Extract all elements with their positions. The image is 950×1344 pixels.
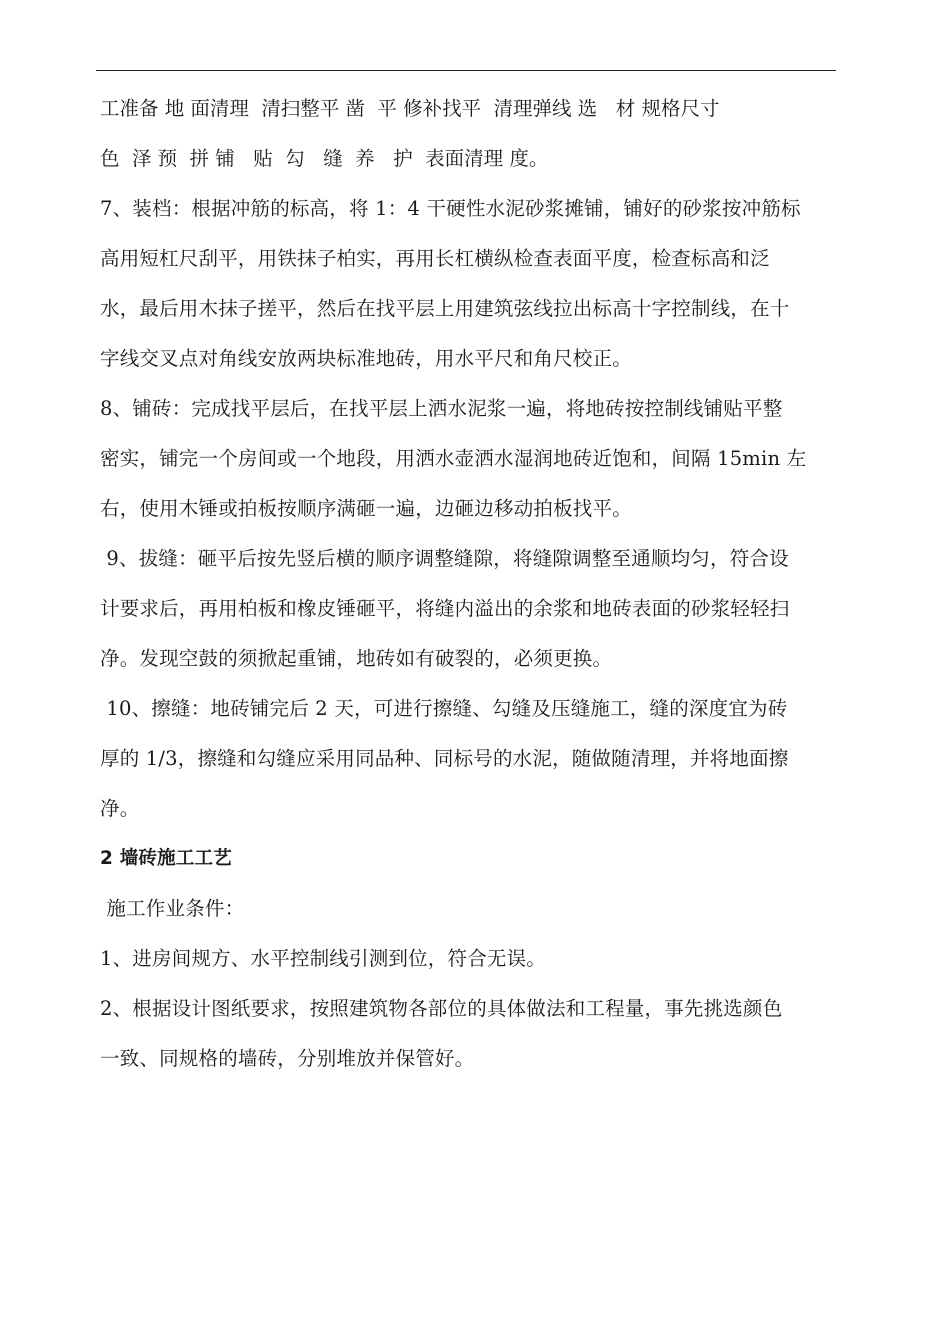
subheading-conditions: 施工作业条件： bbox=[100, 897, 245, 920]
paragraph-9-line-3: 净。发现空鼓的须掀起重铺，地砖如有破裂的，必须更换。 bbox=[100, 647, 613, 670]
paragraph-7-line-1: 7、装档：根据冲筋的标高，将 1：4 干硬性水泥砂浆摊铺，铺好的砂浆按冲筋标 bbox=[100, 197, 801, 220]
paragraph-8-line-2: 密实，铺完一个房间或一个地段，用洒水壶洒水湿润地砖近饱和，间隔 15min 左 bbox=[100, 447, 807, 470]
process-flow-line-1: 工准备 地 面清理 清扫整平 凿 平 修补找平 清理弹线 选 材 规格尺寸 bbox=[100, 97, 720, 120]
paragraph-8-line-1: 8、铺砖：完成找平层后，在找平层上洒水泥浆一遍，将地砖按控制线铺贴平整 bbox=[100, 397, 783, 420]
document-body bbox=[100, 84, 830, 1084]
paragraph-9-line-1: 9、拔缝：砸平后按先竖后横的顺序调整缝隙，将缝隙调整至通顺均匀，符合设 bbox=[100, 547, 789, 570]
process-flow-line-2: 色 泽 预 拼 铺 贴 勾 缝 养 护 表面清理 度。 bbox=[100, 147, 549, 170]
section-heading: 2 墙砖施工工艺 bbox=[100, 848, 232, 869]
paragraph-7-line-2: 高用短杠尺刮平，用铁抹子柏实，再用长杠横纵检查表面平度，检查标高和泛 bbox=[100, 247, 770, 270]
paragraph-10-line-2: 厚的 1/3，擦缝和勾缝应采用同品种、同标号的水泥，随做随清理，并将地面擦 bbox=[100, 747, 789, 770]
condition-2-line-1: 2、根据设计图纸要求，按照建筑物各部位的具体做法和工程量，事先挑选颜色 bbox=[100, 997, 783, 1020]
paragraph-10-line-3: 净。 bbox=[100, 797, 140, 820]
condition-2-line-2: 一致、同规格的墙砖，分别堆放并保管好。 bbox=[100, 1047, 475, 1070]
paragraph-7-line-3: 水，最后用木抹子搓平，然后在找平层上用建筑弦线拉出标高十字控制线，在十 bbox=[100, 297, 790, 320]
paragraph-9-line-2: 计要求后，再用柏板和橡皮锤砸平，将缝内溢出的余浆和地砖表面的砂浆轻轻扫 bbox=[100, 597, 790, 620]
header-rule bbox=[96, 70, 836, 71]
condition-1: 1、进房间规方、水平控制线引测到位，符合无误。 bbox=[100, 947, 547, 970]
paragraph-8-line-3: 右，使用木锤或拍板按顺序满砸一遍，边砸边移动拍板找平。 bbox=[100, 497, 632, 520]
paragraph-10-line-1: 10、擦缝：地砖铺完后 2 天，可进行擦缝、勾缝及压缝施工，缝的深度宜为砖 bbox=[100, 697, 788, 720]
paragraph-7-line-4: 字线交叉点对角线安放两块标准地砖，用水平尺和角尺校正。 bbox=[100, 347, 632, 370]
